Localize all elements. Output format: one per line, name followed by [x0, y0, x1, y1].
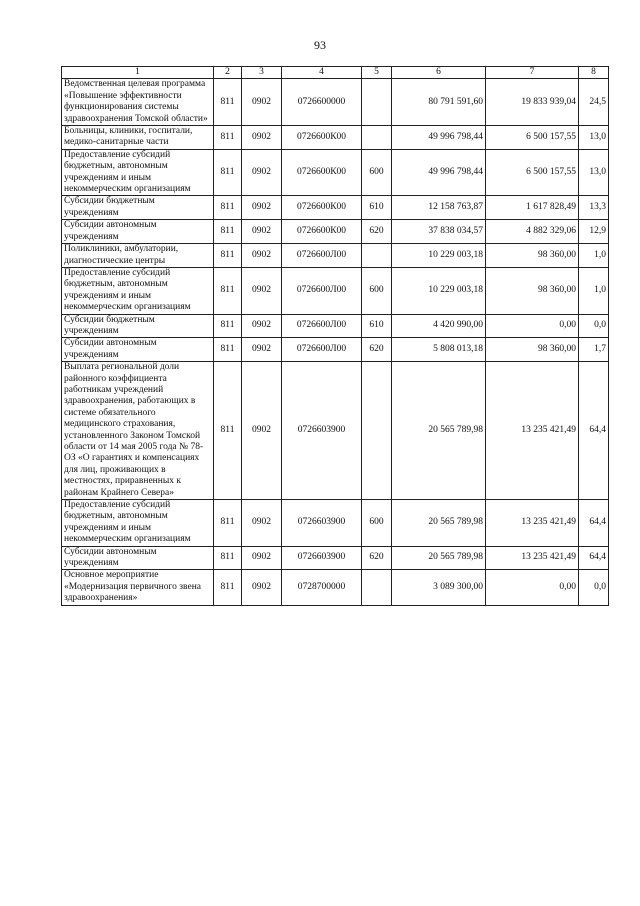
expense-type-cell: 620	[362, 546, 392, 570]
planned-amount-cell: 5 808 013,18	[392, 338, 486, 362]
executed-amount-cell: 13 235 421,49	[486, 546, 579, 570]
ministry-code-cell: 811	[214, 338, 242, 362]
target-article-cell: 0726600К00	[282, 149, 362, 196]
section-code-cell: 0902	[242, 314, 282, 338]
table-row	[62, 314, 609, 338]
row-name-cell: Субсидии бюджетным учреждениям	[62, 196, 214, 220]
expense-type-cell: 610	[362, 196, 392, 220]
ministry-code-cell: 811	[214, 244, 242, 268]
table-row	[62, 244, 609, 268]
planned-amount-cell: 12 158 763,87	[392, 196, 486, 220]
target-article-cell: 0726600Л00	[282, 338, 362, 362]
row-name-cell: Больницы, клиники, госпитали, медико-санитарные части	[62, 126, 214, 150]
execution-percent-cell: 12,9	[579, 220, 609, 244]
column-header: 8	[579, 67, 609, 79]
section-code-cell: 0902	[242, 149, 282, 196]
expense-type-cell	[362, 570, 392, 605]
expense-type-cell	[362, 244, 392, 268]
planned-amount-cell: 4 420 990,00	[392, 314, 486, 338]
table-row	[62, 220, 609, 244]
section-code-cell: 0902	[242, 570, 282, 605]
expense-type-cell: 620	[362, 220, 392, 244]
ministry-code-cell: 811	[214, 126, 242, 150]
section-code-cell: 0902	[242, 338, 282, 362]
ministry-code-cell: 811	[214, 267, 242, 314]
row-name-cell: Предоставление субсидий бюджетным, автономным учреждениям и иным некоммерческим организациям	[62, 149, 214, 196]
section-code-cell: 0902	[242, 267, 282, 314]
target-article-cell: 0726600Л00	[282, 314, 362, 338]
row-name-cell: Предоставление субсидий бюджетным, автономным учреждениям и иным некоммерческим организациям	[62, 500, 214, 547]
row-name-cell: Субсидии автономным учреждениям	[62, 338, 214, 362]
section-code-cell: 0902	[242, 220, 282, 244]
target-article-cell: 0726600К00	[282, 220, 362, 244]
target-article-cell: 0728700000	[282, 570, 362, 605]
section-code-cell: 0902	[242, 126, 282, 150]
row-name-cell: Субсидии автономным учреждениям	[62, 220, 214, 244]
table-row	[62, 546, 609, 570]
row-name-cell: Выплата региональной доли районного коэффициента работникам учреждений здравоохранения, работающих в системе обязательного медицинского страхования, установленного Законом Томской области от 14 мая 2005 года № 78-ОЗ «О гарантиях и компенсациях для лиц, проживающих в местностях, приравненных к районам Крайнего Севера»	[62, 362, 214, 500]
table-body	[62, 79, 609, 605]
executed-amount-cell: 98 360,00	[486, 244, 579, 268]
planned-amount-cell: 3 089 300,00	[392, 570, 486, 605]
executed-amount-cell: 0,00	[486, 570, 579, 605]
table-row	[62, 126, 609, 150]
execution-percent-cell: 64,4	[579, 546, 609, 570]
row-name-cell: Основное мероприятие «Модернизация первичного звена здравоохранения»	[62, 570, 214, 605]
execution-percent-cell: 64,4	[579, 500, 609, 547]
row-name-cell: Поликлиники, амбулатории, диагностические центры	[62, 244, 214, 268]
budget-table	[61, 66, 609, 606]
execution-percent-cell: 24,5	[579, 79, 609, 126]
column-header: 7	[486, 67, 579, 79]
section-code-cell: 0902	[242, 79, 282, 126]
table-row	[62, 338, 609, 362]
section-code-cell: 0902	[242, 362, 282, 500]
table-row	[62, 267, 609, 314]
planned-amount-cell: 10 229 003,18	[392, 267, 486, 314]
column-header: 1	[62, 67, 214, 79]
execution-percent-cell: 1,0	[579, 244, 609, 268]
executed-amount-cell: 13 235 421,49	[486, 500, 579, 547]
planned-amount-cell: 49 996 798,44	[392, 149, 486, 196]
ministry-code-cell: 811	[214, 196, 242, 220]
target-article-cell: 0726600К00	[282, 126, 362, 150]
expense-type-cell: 600	[362, 149, 392, 196]
executed-amount-cell: 4 882 329,06	[486, 220, 579, 244]
column-header: 3	[242, 67, 282, 79]
expense-type-cell: 610	[362, 314, 392, 338]
expense-type-cell: 600	[362, 267, 392, 314]
section-code-cell: 0902	[242, 196, 282, 220]
row-name-cell: Субсидии бюджетным учреждениям	[62, 314, 214, 338]
executed-amount-cell: 6 500 157,55	[486, 149, 579, 196]
row-name-cell: Субсидии автономным учреждениям	[62, 546, 214, 570]
execution-percent-cell: 13,3	[579, 196, 609, 220]
row-name-cell: Ведомственная целевая программа «Повышение эффективности функционирования системы здравоохранения Томской области»	[62, 79, 214, 126]
table-row	[62, 570, 609, 605]
execution-percent-cell: 0,0	[579, 570, 609, 605]
execution-percent-cell: 64,4	[579, 362, 609, 500]
expense-type-cell: 600	[362, 500, 392, 547]
execution-percent-cell: 13,0	[579, 126, 609, 150]
expense-type-cell	[362, 126, 392, 150]
execution-percent-cell: 1,0	[579, 267, 609, 314]
expense-type-cell	[362, 79, 392, 126]
target-article-cell: 0726603900	[282, 546, 362, 570]
planned-amount-cell: 20 565 789,98	[392, 500, 486, 547]
execution-percent-cell: 1,7	[579, 338, 609, 362]
section-code-cell: 0902	[242, 244, 282, 268]
table-row	[62, 149, 609, 196]
expense-type-cell: 620	[362, 338, 392, 362]
executed-amount-cell: 98 360,00	[486, 338, 579, 362]
ministry-code-cell: 811	[214, 570, 242, 605]
expense-type-cell	[362, 362, 392, 500]
target-article-cell: 0726600К00	[282, 196, 362, 220]
column-header: 6	[392, 67, 486, 79]
planned-amount-cell: 80 791 591,60	[392, 79, 486, 126]
planned-amount-cell: 20 565 789,98	[392, 362, 486, 500]
column-header: 4	[282, 67, 362, 79]
executed-amount-cell: 13 235 421,49	[486, 362, 579, 500]
column-header: 5	[362, 67, 392, 79]
execution-percent-cell: 13,0	[579, 149, 609, 196]
table-row	[62, 362, 609, 500]
executed-amount-cell: 19 833 939,04	[486, 79, 579, 126]
column-header: 2	[214, 67, 242, 79]
target-article-cell: 0726603900	[282, 362, 362, 500]
target-article-cell: 0726600Л00	[282, 267, 362, 314]
section-code-cell: 0902	[242, 500, 282, 547]
executed-amount-cell: 98 360,00	[486, 267, 579, 314]
target-article-cell: 0726603900	[282, 500, 362, 547]
target-article-cell: 0726600Л00	[282, 244, 362, 268]
ministry-code-cell: 811	[214, 314, 242, 338]
executed-amount-cell: 1 617 828,49	[486, 196, 579, 220]
row-name-cell: Предоставление субсидий бюджетным, автономным учреждениям и иным некоммерческим организациям	[62, 267, 214, 314]
planned-amount-cell: 49 996 798,44	[392, 126, 486, 150]
table-row	[62, 500, 609, 547]
ministry-code-cell: 811	[214, 500, 242, 547]
table-row	[62, 79, 609, 126]
section-code-cell: 0902	[242, 546, 282, 570]
page-number: 93	[314, 38, 326, 52]
ministry-code-cell: 811	[214, 79, 242, 126]
target-article-cell: 0726600000	[282, 79, 362, 126]
planned-amount-cell: 10 229 003,18	[392, 244, 486, 268]
table-header-row	[62, 67, 609, 79]
executed-amount-cell: 0,00	[486, 314, 579, 338]
planned-amount-cell: 37 838 034,57	[392, 220, 486, 244]
execution-percent-cell: 0,0	[579, 314, 609, 338]
table-row	[62, 196, 609, 220]
ministry-code-cell: 811	[214, 546, 242, 570]
ministry-code-cell: 811	[214, 149, 242, 196]
executed-amount-cell: 6 500 157,55	[486, 126, 579, 150]
ministry-code-cell: 811	[214, 220, 242, 244]
planned-amount-cell: 20 565 789,98	[392, 546, 486, 570]
ministry-code-cell: 811	[214, 362, 242, 500]
